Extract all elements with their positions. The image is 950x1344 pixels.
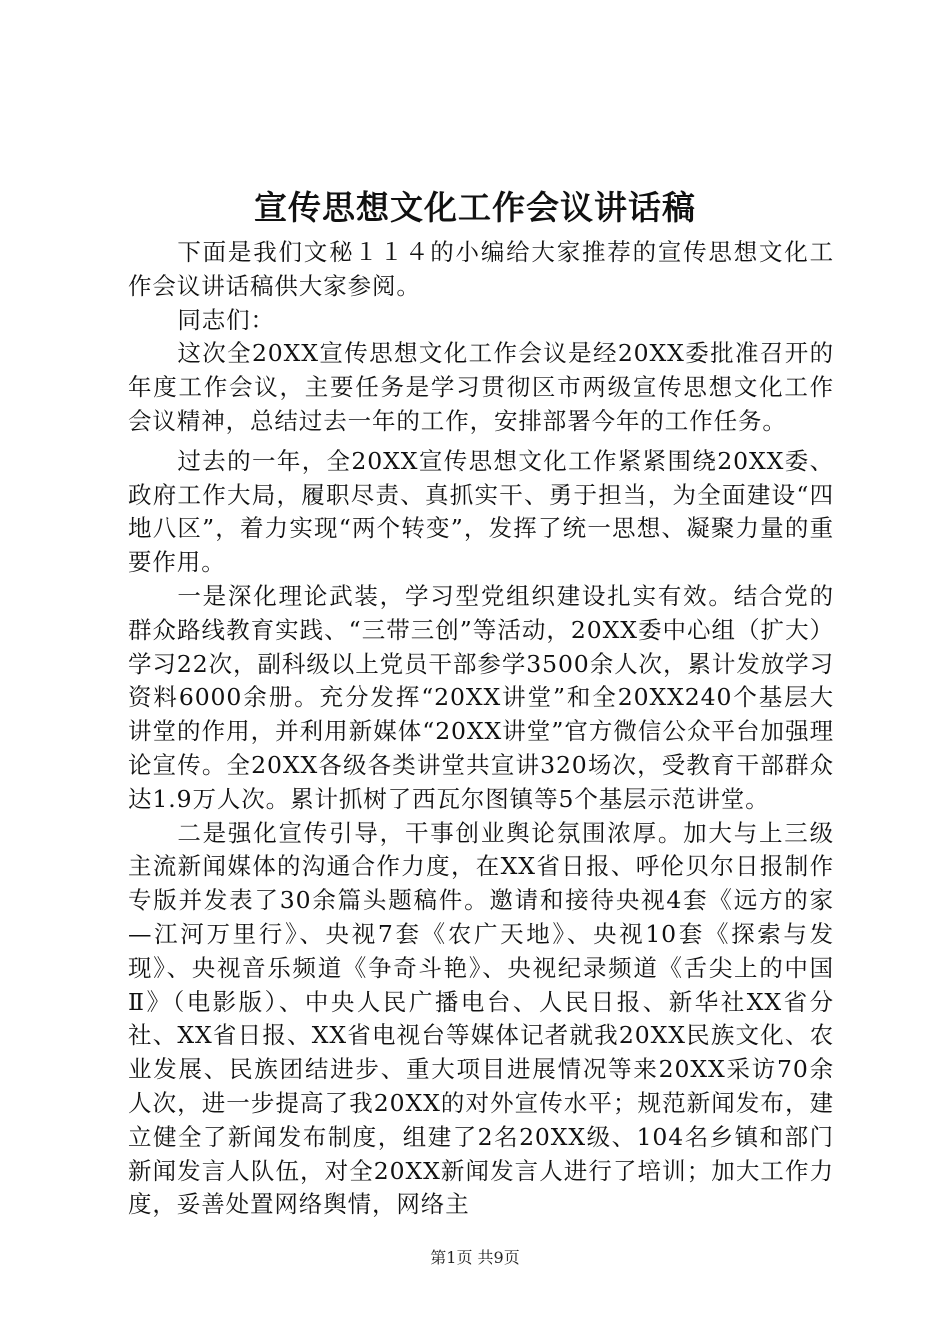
page-number: 第1页 共9页 — [430, 1248, 520, 1267]
paragraph-point-two: 二是强化宣传引导，干事创业舆论氛围浓厚。加大与上三级主流新闻媒体的沟通合作力度，在XX省日报、呼伦贝尔日报制作专版并发表了30余篇头题稿件。邀请和接待央视4套《远方的家—江河万里行》、央视7套《农广天地》、央视10套《探索与发现》、央视音乐频道《争奇斗艳》、央视纪录频道《舌尖上的中国Ⅱ》（电影版）、中央人民广播电台、人民日报、新华社XX省分社、XX省日报、XX省电视台等媒体记者就我20XX民族文化、农业发展、民族团结进步、重大项目进展情况等来20XX采访70余人次，进一步提高了我20XX的对外宣传水平；规范新闻发布，建立健全了新闻发布制度，组建了2名20XX级、104名乡镇和部门新闻发言人队伍，对全20XX新闻发言人进行了培训；加大工作力度，妥善处置网络舆情，网络主 — [128, 818, 834, 1219]
document-body — [128, 236, 834, 1222]
paragraph-salutation: 同志们： — [177, 305, 275, 334]
paragraph-intro: 下面是我们文秘１１４的小编给大家推荐的宣传思想文化工作会议讲话稿供大家参阅。 — [128, 238, 834, 300]
document-title: 宣传思想文化工作会议讲话稿 — [254, 188, 696, 227]
paragraph-meeting-purpose: 这次全20XX宣传思想文化工作会议是经20XX委批准召开的年度工作会议，主要任务是学习贯彻区市两级宣传思想文化工作会议精神，总结过去一年的工作，安排部署今年的工作任务。 — [128, 339, 834, 435]
paragraph-past-year: 过去的一年，全20XX宣传思想文化工作紧紧围绕20XX委、政府工作大局，履职尽责、真抓实干、勇于担当，为全面建设“四地八区”，着力实现“两个转变”，发挥了统一思想、凝聚力量的重要作用。 — [128, 446, 834, 577]
paragraph-point-one: 一是深化理论武装，学习型党组织建设扎实有效。结合党的群众路线教育实践、“三带三创”等活动，20XX委中心组（扩大）学习22次，副科级以上党员干部参学3500余人次，累计发放学习资料6000余册。充分发挥“20XX讲堂”和全20XX240个基层大讲堂的作用，并利用新媒体“20XX讲堂”官方微信公众平台加强理论宣传。全20XX各级各类讲堂共宣讲320场次，受教育干部群众达1.9万人次。累计抓树了西瓦尔图镇等5个基层示范讲堂。 — [128, 581, 834, 813]
